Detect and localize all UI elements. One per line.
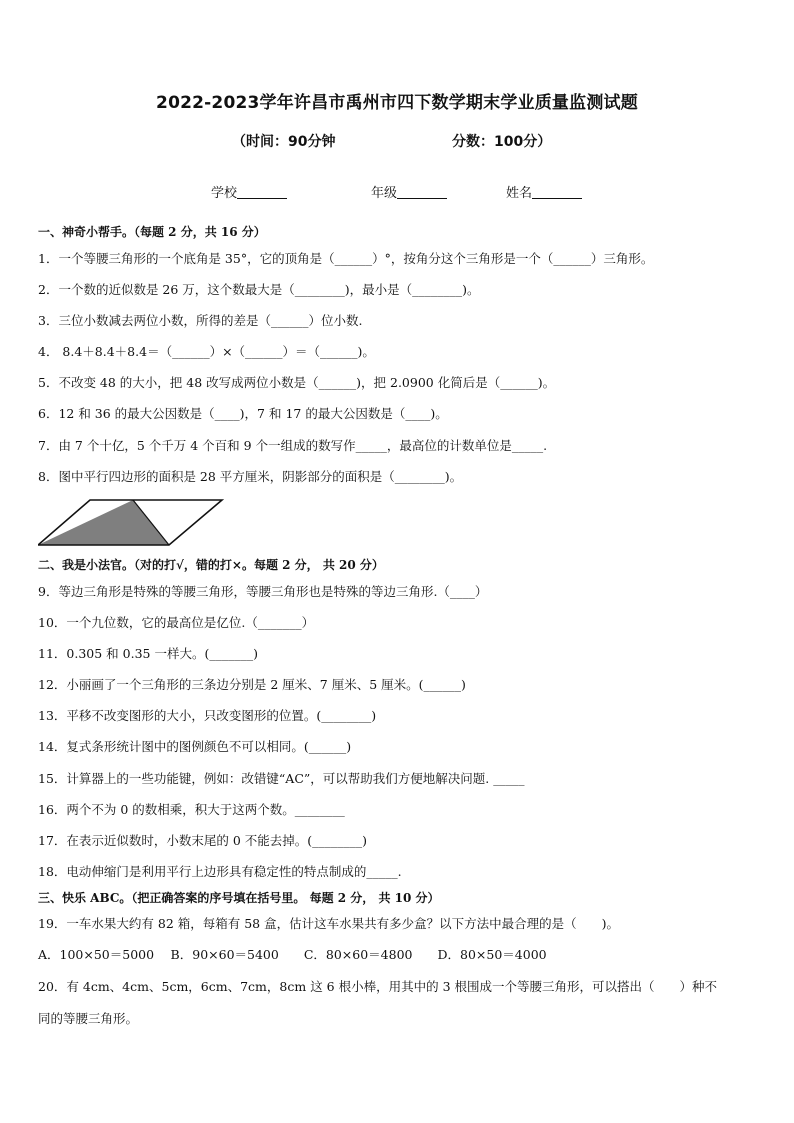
question-19-options: A．100×50＝5000 B．90×60＝5400 C．80×60＝4800 D．80×50＝4000	[38, 947, 547, 962]
question-12: 12．小丽画了一个三角形的三条边分别是 2 厘米、7 厘米、5 厘米。(______)	[38, 677, 466, 692]
question-14: 14．复式条形统计图中的图例颜色不可以相同。(______)	[38, 739, 352, 754]
question-17: 17．在表示近似数时，小数末尾的 0 不能去掉。(________)	[38, 833, 368, 848]
section-3-heading: 三、快乐 ABC。（把正确答案的序号填在括号里。 每题 2 分， 共 10 分）	[38, 891, 440, 905]
parallelogram-figure	[38, 498, 224, 548]
section-1-heading: 一、神奇小帮手。（每题 2 分，共 16 分）	[38, 225, 266, 239]
school-blank[interactable]	[237, 185, 287, 199]
grade-field[interactable]	[371, 182, 447, 201]
question-16: 16．两个不为 0 的数相乘，积大于这两个数。________	[38, 802, 345, 817]
name-field[interactable]	[506, 182, 582, 201]
school-field[interactable]	[211, 182, 287, 201]
page-title: 2022-2023学年许昌市禹州市四下数学期末学业质量监测试题	[156, 93, 638, 113]
name-blank[interactable]	[532, 185, 582, 199]
question-5: 5．不改变 48 的大小，把 48 改写成两位小数是（______)，把 2.0900 化简后是（______)。	[38, 375, 556, 390]
grade-blank[interactable]	[397, 185, 447, 199]
question-15: 15．计算器上的一些功能键，例如：改错键“AC”，可以帮助我们方便地解决问题. _____	[38, 771, 525, 786]
question-3: 3．三位小数减去两位小数，所得的差是（______）位小数.	[38, 313, 363, 328]
school-label: 学校	[211, 186, 238, 201]
question-13: 13．平移不改变图形的大小，只改变图形的位置。(________)	[38, 708, 377, 723]
shaded-triangle	[38, 500, 169, 545]
question-8: 8．图中平行四边形的面积是 28 平方厘米，阴影部分的面积是（________)。	[38, 469, 463, 484]
question-19: 19．一车水果大约有 82 箱，每箱有 58 盒，估计这车水果共有多少盒？以下方法中最合理的是（ )。	[38, 916, 619, 931]
question-10: 10．一个九位数，它的最高位是亿位.（_______）	[38, 615, 315, 630]
section-2-heading: 二、我是小法官。（对的打√，错的打×。每题 2 分， 共 20 分）	[38, 558, 384, 572]
question-11: 11．0.305 和 0.35 一样大。(_______)	[38, 646, 258, 661]
grade-label: 年级	[371, 186, 398, 201]
question-1: 1．一个等腰三角形的一个底角是 35°，它的顶角是（______）°，按角分这个三角形是一个（______）三角形。	[38, 251, 654, 266]
question-6: 6．12 和 36 的最大公因数是（____)，7 和 17 的最大公因数是（____)。	[38, 406, 448, 421]
question-18: 18．电动伸缩门是利用平行上边形具有稳定性的特点制成的_____.	[38, 864, 402, 879]
question-20-continued: 同的等腰三角形。	[38, 1011, 139, 1026]
question-2: 2．一个数的近似数是 26 万，这个数最大是（________)，最小是（________)。	[38, 282, 480, 297]
question-20: 20．有 4cm、4cm、5cm，6cm、7cm，8cm 这 6 根小棒，用其中的 3 根围成一个等腰三角形，可以搭出（ ）种不	[38, 979, 717, 994]
name-label: 姓名	[506, 186, 533, 201]
question-4: 4． 8.4＋8.4＋8.4＝（______）×（______）＝（______)。	[38, 344, 375, 359]
question-9: 9．等边三角形是特殊的等腰三角形，等腰三角形也是特殊的等边三角形.（____）	[38, 584, 488, 599]
exam-time: （时间：90分钟	[232, 134, 336, 150]
question-7: 7．由 7 个十亿，5 个千万 4 个百和 9 个一组成的数写作_____，最高位的计数单位是_____.	[38, 438, 548, 453]
exam-score: 分数：100分）	[452, 134, 552, 150]
